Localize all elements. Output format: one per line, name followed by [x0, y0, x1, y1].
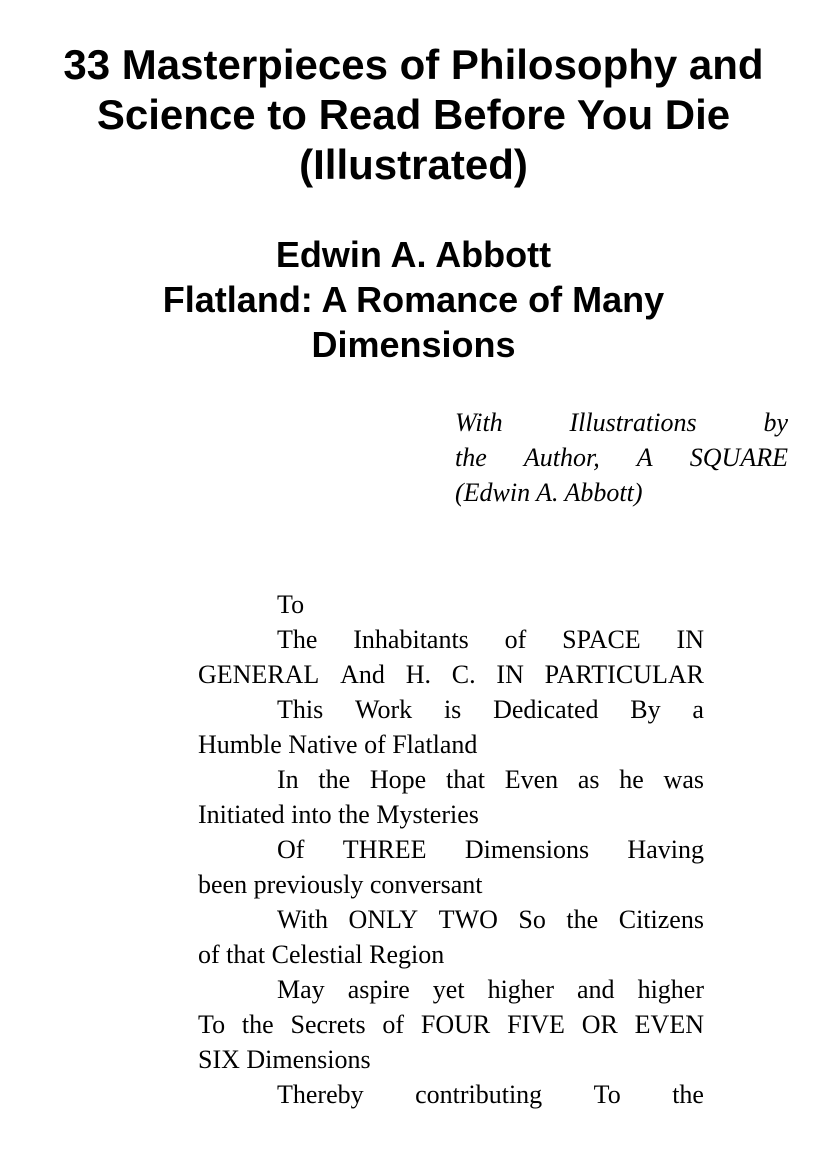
word: of — [382, 1010, 405, 1039]
work-author: Edwin A. Abbott — [275, 234, 552, 275]
word: TWO — [438, 905, 498, 934]
illustration-credit — [455, 405, 788, 510]
book-title — [20, 40, 807, 190]
word: the — [455, 443, 487, 472]
word: by — [763, 408, 788, 437]
word: is — [443, 695, 462, 724]
word: and — [577, 975, 615, 1004]
illustration-credit-line — [455, 405, 788, 440]
book-title-line: 33 Masterpieces of Philosophy and — [63, 41, 764, 88]
word: contributing — [415, 1080, 543, 1109]
word: higher — [487, 975, 554, 1004]
word: aspire — [347, 975, 410, 1004]
word: Thereby — [277, 1080, 364, 1109]
illustration-credit-line: (Edwin A. Abbott) — [455, 478, 643, 507]
word: With — [455, 408, 503, 437]
word: In — [277, 765, 299, 794]
word: the — [241, 1010, 274, 1039]
word: Of — [277, 835, 305, 864]
word: IN — [496, 660, 524, 689]
word: Inhabitants — [353, 625, 469, 654]
dedication-line — [198, 902, 704, 937]
word: Author, — [523, 443, 600, 472]
word: the — [672, 1080, 704, 1109]
word: of — [504, 625, 527, 654]
dedication-line — [198, 622, 704, 657]
word: ONLY — [348, 905, 419, 934]
word: a — [692, 695, 704, 724]
dedication-line — [198, 1077, 704, 1112]
word: C. — [451, 660, 476, 689]
word: This — [277, 695, 324, 724]
word: Dimensions — [464, 835, 590, 864]
illustration-credit-line — [455, 440, 788, 475]
dedication-line — [198, 832, 704, 867]
dedication-line: To — [277, 590, 305, 619]
dedication-line — [198, 1007, 704, 1042]
word: OR — [581, 1010, 618, 1039]
word: With — [277, 905, 328, 934]
word: PARTICULAR — [544, 660, 704, 689]
word: FOUR — [420, 1010, 491, 1039]
word: IN — [676, 625, 704, 654]
word: Hope — [369, 765, 427, 794]
word: THREE — [342, 835, 427, 864]
dedication-line: been previously conversant — [198, 870, 483, 899]
word: To — [198, 1010, 226, 1039]
word: GENERAL — [198, 660, 320, 689]
dedication-line: SIX Dimensions — [198, 1045, 371, 1074]
word: as — [577, 765, 600, 794]
word: A — [636, 443, 653, 472]
word: Citizens — [618, 905, 704, 934]
word: H. — [405, 660, 431, 689]
book-title-line: (Illustrated) — [299, 141, 528, 188]
work-title-line: Dimensions — [311, 324, 516, 365]
word: he — [619, 765, 644, 794]
dedication-line — [198, 657, 704, 692]
book-title-line: Science to Read Before You Die — [96, 91, 731, 138]
word: And — [340, 660, 385, 689]
word: Having — [627, 835, 704, 864]
dedication-line — [198, 692, 704, 727]
word: Even — [504, 765, 559, 794]
word: The — [277, 625, 318, 654]
dedication-line: Initiated into the Mysteries — [198, 800, 479, 829]
word: higher — [637, 975, 704, 1004]
word: Secrets — [290, 1010, 366, 1039]
dedication-line — [198, 762, 704, 797]
word: SPACE — [562, 625, 641, 654]
word: that — [445, 765, 485, 794]
word: By — [630, 695, 661, 724]
word: Dedicated — [493, 695, 599, 724]
dedication-line — [198, 972, 704, 1007]
word: the — [566, 905, 599, 934]
work-title-line: Flatland: A Romance of Many — [162, 279, 665, 320]
word: EVEN — [634, 1010, 704, 1039]
dedication-line: of that Celestial Region — [198, 940, 445, 969]
word: yet — [432, 975, 465, 1004]
word: Work — [355, 695, 413, 724]
word: So — [518, 905, 546, 934]
work-heading — [40, 232, 787, 367]
word: May — [277, 975, 325, 1004]
word: FIVE — [507, 1010, 565, 1039]
word: Illustrations — [569, 408, 697, 437]
word: To — [593, 1080, 621, 1109]
word: was — [663, 765, 704, 794]
word: SQUARE — [689, 443, 788, 472]
dedication-line: Humble Native of Flatland — [198, 730, 478, 759]
dedication — [198, 587, 704, 1112]
word: the — [318, 765, 351, 794]
